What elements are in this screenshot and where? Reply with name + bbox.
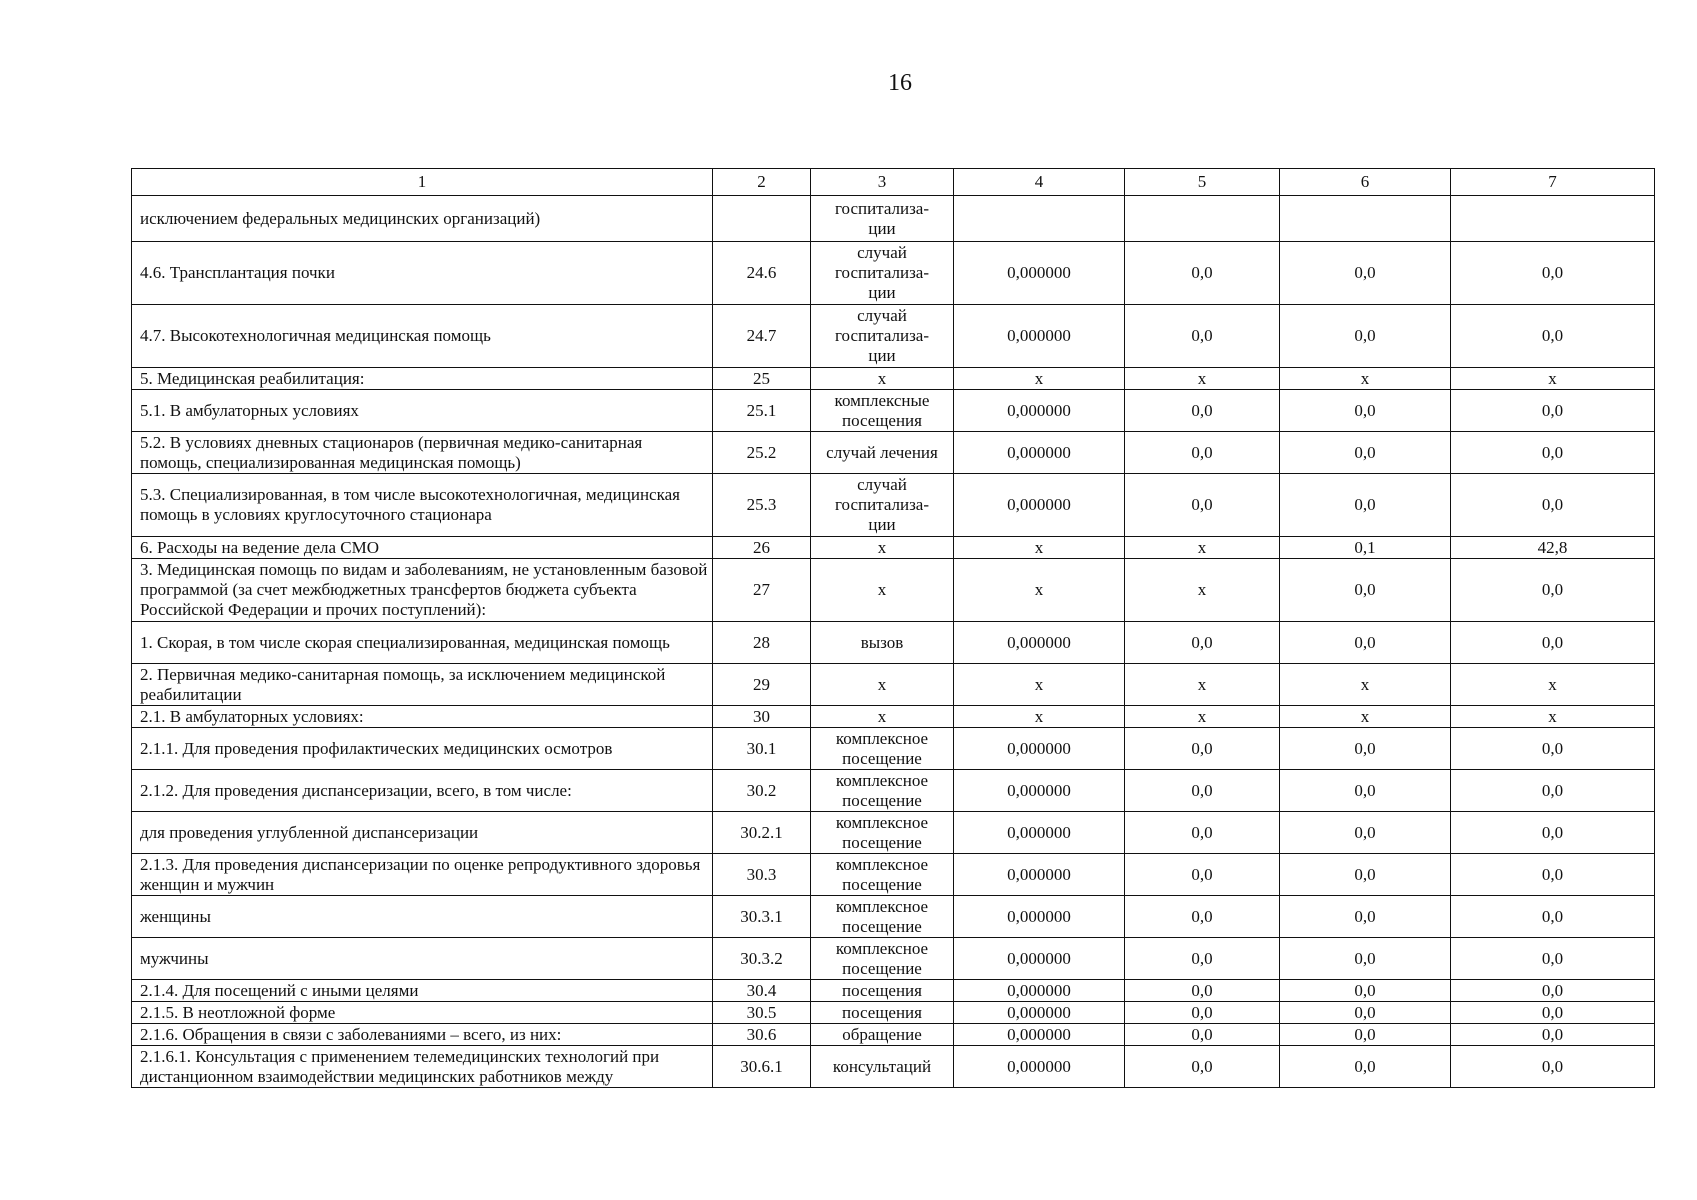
row-name-cell: 6. Расходы на ведение дела СМО xyxy=(132,537,713,559)
row-col5-cell: 0,0 xyxy=(1125,770,1280,812)
row-unit-cell: посещения xyxy=(811,980,954,1002)
table-row xyxy=(132,812,1655,854)
row-col5-cell: 0,0 xyxy=(1125,938,1280,980)
row-name-cell: 2.1.6.1. Консультация с применением телемедицинских технологий при дистанционном взаимодействии медицинских работников между xyxy=(132,1046,713,1088)
row-col6-cell: х xyxy=(1280,664,1451,706)
row-col5-cell: х xyxy=(1125,664,1280,706)
table-row xyxy=(132,474,1655,537)
row-col7-cell: 0,0 xyxy=(1451,980,1655,1002)
row-code-cell: 30.1 xyxy=(713,728,811,770)
row-code-cell: 30 xyxy=(713,706,811,728)
row-col5-cell: 0,0 xyxy=(1125,728,1280,770)
row-unit-cell: х xyxy=(811,368,954,390)
row-col4-cell: 0,000000 xyxy=(954,980,1125,1002)
row-unit-cell: комплексное посещение xyxy=(811,812,954,854)
row-col6-cell: 0,0 xyxy=(1280,622,1451,664)
row-col4-cell: 0,000000 xyxy=(954,1002,1125,1024)
row-unit-cell: комплексное посещение xyxy=(811,854,954,896)
table-body xyxy=(132,169,1655,1088)
row-code-cell: 24.6 xyxy=(713,242,811,305)
row-col6-cell: х xyxy=(1280,368,1451,390)
row-name-cell: 3. Медицинская помощь по видам и заболеваниям, не установленным базовой программой (за счет межбюджетных трансфертов бюджета субъекта Российской Федерации и прочих поступлений): xyxy=(132,559,713,622)
table-row xyxy=(132,390,1655,432)
row-col4-cell: 0,000000 xyxy=(954,1024,1125,1046)
row-col5-cell: х xyxy=(1125,368,1280,390)
row-col7-cell: х xyxy=(1451,664,1655,706)
row-name-cell: 2.1.6. Обращения в связи с заболеваниями – всего, из них: xyxy=(132,1024,713,1046)
row-name-cell: женщины xyxy=(132,896,713,938)
header-cell: 2 xyxy=(713,169,811,196)
row-col7-cell: 0,0 xyxy=(1451,242,1655,305)
header-cell: 6 xyxy=(1280,169,1451,196)
row-col7-cell: 0,0 xyxy=(1451,559,1655,622)
row-col5-cell: 0,0 xyxy=(1125,980,1280,1002)
table-row xyxy=(132,368,1655,390)
table-row xyxy=(132,980,1655,1002)
row-col6-cell: 0,0 xyxy=(1280,242,1451,305)
row-col5-cell: 0,0 xyxy=(1125,622,1280,664)
row-col6-cell: 0,1 xyxy=(1280,537,1451,559)
row-unit-cell: обращение xyxy=(811,1024,954,1046)
table-row xyxy=(132,896,1655,938)
row-name-cell: 5. Медицинская реабилитация: xyxy=(132,368,713,390)
table-row xyxy=(132,728,1655,770)
page-number: 16 xyxy=(888,70,912,96)
row-col5-cell: 0,0 xyxy=(1125,812,1280,854)
row-name-cell: 2.1.3. Для проведения диспансеризации по оценке репродуктивного здоровья женщин и мужчин xyxy=(132,854,713,896)
table-row xyxy=(132,305,1655,368)
row-col4-cell: 0,000000 xyxy=(954,770,1125,812)
row-col7-cell: 0,0 xyxy=(1451,474,1655,537)
row-col6-cell: 0,0 xyxy=(1280,1002,1451,1024)
row-name-cell: 2.1.5. В неотложной форме xyxy=(132,1002,713,1024)
row-col4-cell: х xyxy=(954,706,1125,728)
row-col4-cell: 0,000000 xyxy=(954,854,1125,896)
row-col6-cell: 0,0 xyxy=(1280,432,1451,474)
table-row xyxy=(132,664,1655,706)
row-col4-cell: х xyxy=(954,368,1125,390)
row-name-cell: для проведения углубленной диспансеризации xyxy=(132,812,713,854)
row-name-cell: 4.6. Трансплантация почки xyxy=(132,242,713,305)
table-row xyxy=(132,1046,1655,1088)
row-code-cell: 28 xyxy=(713,622,811,664)
row-unit-cell: комплексное посещение xyxy=(811,728,954,770)
row-unit-cell: х xyxy=(811,664,954,706)
row-code-cell: 30.3.1 xyxy=(713,896,811,938)
row-unit-cell: комплексное посещение xyxy=(811,896,954,938)
row-code-cell: 27 xyxy=(713,559,811,622)
row-col4-cell: 0,000000 xyxy=(954,432,1125,474)
row-name-cell: 2.1.1. Для проведения профилактических медицинских осмотров xyxy=(132,728,713,770)
row-col7-cell: 0,0 xyxy=(1451,1046,1655,1088)
row-col6-cell: 0,0 xyxy=(1280,474,1451,537)
row-col4-cell: 0,000000 xyxy=(954,1046,1125,1088)
row-name-cell: 4.7. Высокотехнологичная медицинская помощь xyxy=(132,305,713,368)
row-col6-cell: 0,0 xyxy=(1280,305,1451,368)
row-name-cell: 5.3. Специализированная, в том числе высокотехнологичная, медицинская помощь в условиях круглосуточного стационара xyxy=(132,474,713,537)
row-code-cell: 26 xyxy=(713,537,811,559)
row-col4-cell: 0,000000 xyxy=(954,242,1125,305)
row-col7-cell xyxy=(1451,196,1655,242)
row-col7-cell: х xyxy=(1451,368,1655,390)
row-code-cell: 25.3 xyxy=(713,474,811,537)
row-col7-cell: 0,0 xyxy=(1451,1002,1655,1024)
row-col7-cell: 0,0 xyxy=(1451,305,1655,368)
table-row xyxy=(132,537,1655,559)
table-row xyxy=(132,196,1655,242)
row-unit-cell: х xyxy=(811,706,954,728)
row-col5-cell: 0,0 xyxy=(1125,432,1280,474)
row-col6-cell: 0,0 xyxy=(1280,812,1451,854)
row-col4-cell xyxy=(954,196,1125,242)
header-cell: 7 xyxy=(1451,169,1655,196)
row-col6-cell xyxy=(1280,196,1451,242)
row-col5-cell: 0,0 xyxy=(1125,1002,1280,1024)
row-code-cell: 25 xyxy=(713,368,811,390)
row-col4-cell: 0,000000 xyxy=(954,896,1125,938)
row-col4-cell: 0,000000 xyxy=(954,622,1125,664)
row-code-cell: 30.2.1 xyxy=(713,812,811,854)
row-col5-cell: 0,0 xyxy=(1125,390,1280,432)
row-col4-cell: 0,000000 xyxy=(954,728,1125,770)
row-code-cell: 30.3 xyxy=(713,854,811,896)
row-name-cell: 2. Первичная медико-санитарная помощь, за исключением медицинской реабилитации xyxy=(132,664,713,706)
header-cell: 1 xyxy=(132,169,713,196)
row-col7-cell: 42,8 xyxy=(1451,537,1655,559)
row-unit-cell: случай госпитализа- ции xyxy=(811,474,954,537)
row-col7-cell: 0,0 xyxy=(1451,938,1655,980)
row-code-cell: 30.3.2 xyxy=(713,938,811,980)
row-col4-cell: 0,000000 xyxy=(954,474,1125,537)
row-col7-cell: 0,0 xyxy=(1451,622,1655,664)
row-unit-cell: комплексное посещение xyxy=(811,770,954,812)
row-name-cell: 2.1.2. Для проведения диспансеризации, всего, в том числе: xyxy=(132,770,713,812)
row-col5-cell: 0,0 xyxy=(1125,305,1280,368)
table-row xyxy=(132,622,1655,664)
data-table-wrapper xyxy=(131,168,1654,1088)
row-col4-cell: 0,000000 xyxy=(954,305,1125,368)
header-cell: 5 xyxy=(1125,169,1280,196)
row-col6-cell: 0,0 xyxy=(1280,1046,1451,1088)
row-code-cell: 25.2 xyxy=(713,432,811,474)
table-row xyxy=(132,242,1655,305)
row-col5-cell xyxy=(1125,196,1280,242)
row-col6-cell: 0,0 xyxy=(1280,390,1451,432)
row-col6-cell: х xyxy=(1280,706,1451,728)
table-row xyxy=(132,432,1655,474)
row-code-cell xyxy=(713,196,811,242)
row-col7-cell: 0,0 xyxy=(1451,770,1655,812)
row-col6-cell: 0,0 xyxy=(1280,1024,1451,1046)
row-unit-cell: госпитализа- ции xyxy=(811,196,954,242)
row-unit-cell: вызов xyxy=(811,622,954,664)
row-col6-cell: 0,0 xyxy=(1280,980,1451,1002)
row-unit-cell: х xyxy=(811,559,954,622)
row-name-cell: 2.1.4. Для посещений с иными целями xyxy=(132,980,713,1002)
row-col6-cell: 0,0 xyxy=(1280,896,1451,938)
header-cell: 4 xyxy=(954,169,1125,196)
row-col6-cell: 0,0 xyxy=(1280,728,1451,770)
row-name-cell: мужчины xyxy=(132,938,713,980)
table-row xyxy=(132,770,1655,812)
row-code-cell: 30.2 xyxy=(713,770,811,812)
row-col4-cell: 0,000000 xyxy=(954,938,1125,980)
row-code-cell: 25.1 xyxy=(713,390,811,432)
row-col5-cell: 0,0 xyxy=(1125,896,1280,938)
row-unit-cell: комплексные посещения xyxy=(811,390,954,432)
row-col4-cell: 0,000000 xyxy=(954,390,1125,432)
header-row xyxy=(132,169,1655,196)
row-unit-cell: посещения xyxy=(811,1002,954,1024)
row-col7-cell: 0,0 xyxy=(1451,432,1655,474)
row-col5-cell: 0,0 xyxy=(1125,1024,1280,1046)
row-col4-cell: х xyxy=(954,559,1125,622)
table-row xyxy=(132,1024,1655,1046)
row-unit-cell: случай лечения xyxy=(811,432,954,474)
row-col5-cell: х xyxy=(1125,706,1280,728)
row-code-cell: 30.6 xyxy=(713,1024,811,1046)
header-cell: 3 xyxy=(811,169,954,196)
row-col5-cell: 0,0 xyxy=(1125,1046,1280,1088)
row-col7-cell: 0,0 xyxy=(1451,854,1655,896)
row-col7-cell: 0,0 xyxy=(1451,896,1655,938)
row-code-cell: 30.4 xyxy=(713,980,811,1002)
row-name-cell: 5.2. В условиях дневных стационаров (первичная медико-санитарная помощь, специализированная медицинская помощь) xyxy=(132,432,713,474)
row-col5-cell: 0,0 xyxy=(1125,242,1280,305)
row-col7-cell: 0,0 xyxy=(1451,1024,1655,1046)
row-col5-cell: 0,0 xyxy=(1125,854,1280,896)
row-col6-cell: 0,0 xyxy=(1280,559,1451,622)
row-code-cell: 24.7 xyxy=(713,305,811,368)
row-name-cell: 1. Скорая, в том числе скорая специализированная, медицинская помощь xyxy=(132,622,713,664)
row-col4-cell: х xyxy=(954,664,1125,706)
data-table xyxy=(131,168,1655,1088)
table-row xyxy=(132,559,1655,622)
row-col4-cell: 0,000000 xyxy=(954,812,1125,854)
row-unit-cell: х xyxy=(811,537,954,559)
row-col7-cell: 0,0 xyxy=(1451,812,1655,854)
row-unit-cell: комплексное посещение xyxy=(811,938,954,980)
table-row xyxy=(132,1002,1655,1024)
row-col6-cell: 0,0 xyxy=(1280,770,1451,812)
table-row xyxy=(132,854,1655,896)
table-row xyxy=(132,706,1655,728)
row-unit-cell: случай госпитализа- ции xyxy=(811,242,954,305)
row-code-cell: 30.6.1 xyxy=(713,1046,811,1088)
row-code-cell: 29 xyxy=(713,664,811,706)
row-col7-cell: 0,0 xyxy=(1451,728,1655,770)
row-name-cell: 5.1. В амбулаторных условиях xyxy=(132,390,713,432)
row-col4-cell: х xyxy=(954,537,1125,559)
row-unit-cell: консультаций xyxy=(811,1046,954,1088)
row-code-cell: 30.5 xyxy=(713,1002,811,1024)
row-col6-cell: 0,0 xyxy=(1280,854,1451,896)
row-col5-cell: х xyxy=(1125,537,1280,559)
row-name-cell: исключением федеральных медицинских организаций) xyxy=(132,196,713,242)
row-col7-cell: х xyxy=(1451,706,1655,728)
row-col6-cell: 0,0 xyxy=(1280,938,1451,980)
row-name-cell: 2.1. В амбулаторных условиях: xyxy=(132,706,713,728)
row-unit-cell: случай госпитализа- ции xyxy=(811,305,954,368)
row-col7-cell: 0,0 xyxy=(1451,390,1655,432)
table-row xyxy=(132,938,1655,980)
row-col5-cell: 0,0 xyxy=(1125,474,1280,537)
row-col5-cell: х xyxy=(1125,559,1280,622)
